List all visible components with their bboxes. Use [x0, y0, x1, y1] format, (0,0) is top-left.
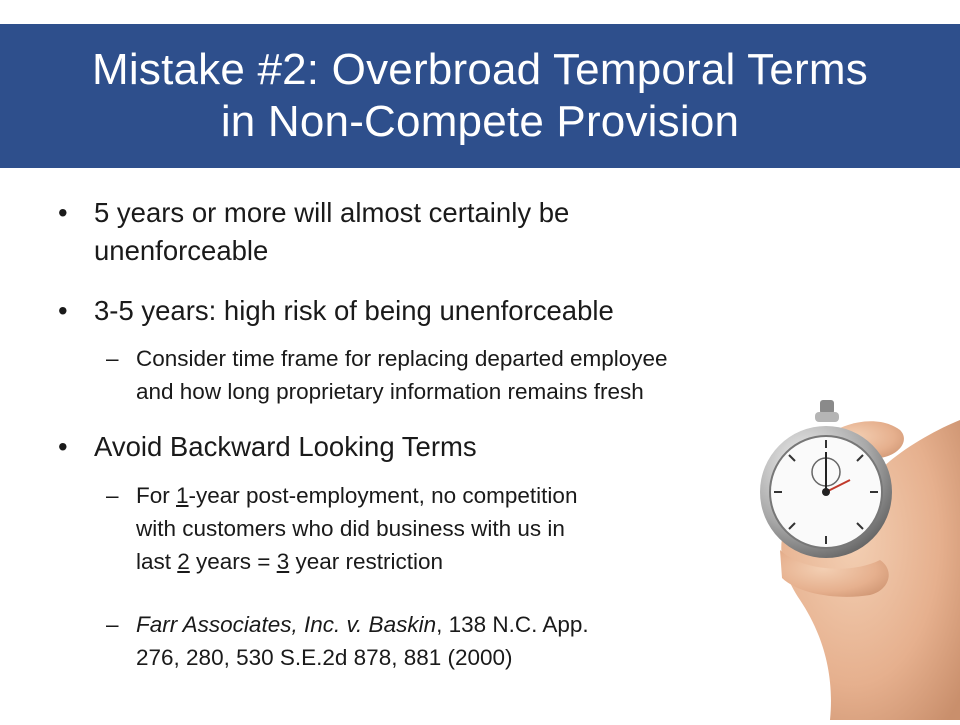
sub-bullet-text: with customers who did business with us in — [136, 516, 565, 541]
bullet-text: 3-5 years: high risk of being unenforceable — [94, 295, 614, 326]
sub-bullet-text — [136, 608, 589, 641]
sub-bullet-text: Consider time frame for replacing departed employee — [136, 346, 668, 371]
bullet-item — [58, 194, 570, 270]
bullet-marker: • — [58, 431, 68, 462]
sub-bullet-item — [106, 342, 668, 408]
sub-bullet-text — [136, 479, 577, 512]
underlined-number: 1 — [176, 483, 189, 508]
sub-bullet-text — [136, 545, 577, 578]
bullet-text: unenforceable — [94, 235, 269, 266]
sub-bullet-text: 276, 280, 530 S.E.2d 878, 881 (2000) — [136, 645, 513, 670]
bullet-marker: • — [58, 197, 68, 228]
sub-bullet-item — [106, 608, 589, 674]
slide-title-line-1: Mistake #2: Overbroad Temporal Terms — [92, 45, 868, 94]
bullet-marker: • — [58, 295, 68, 326]
case-name: Farr Associates, Inc. v. Baskin — [136, 612, 437, 637]
sub-bullet-marker: – — [106, 612, 119, 637]
sub-bullet-marker: – — [106, 346, 119, 371]
text-run: -year post-employment, no competition — [188, 483, 578, 508]
text-run: years = — [189, 549, 277, 574]
bullet-text: Avoid Backward Looking Terms — [94, 431, 477, 462]
bullet-text: 5 years or more will almost certainly be — [94, 197, 570, 228]
text-run: , 138 N.C. App. — [436, 612, 589, 637]
underlined-number: 3 — [276, 549, 290, 574]
text-run: For — [136, 483, 177, 508]
text-run: year restriction — [289, 549, 444, 574]
sub-bullet-marker: – — [106, 483, 119, 508]
stopwatch-in-hand-image — [760, 400, 960, 720]
sub-bullet-text: and how long proprietary information remains fresh — [136, 379, 644, 404]
text-run: last — [136, 549, 178, 574]
bullet-item — [58, 292, 614, 330]
bullet-item — [58, 428, 477, 466]
underlined-number: 2 — [177, 549, 190, 574]
stopwatch-icon — [760, 400, 960, 720]
slide-title-line-2: in Non-Compete Provision — [220, 97, 740, 146]
sub-bullet-item — [106, 479, 578, 578]
